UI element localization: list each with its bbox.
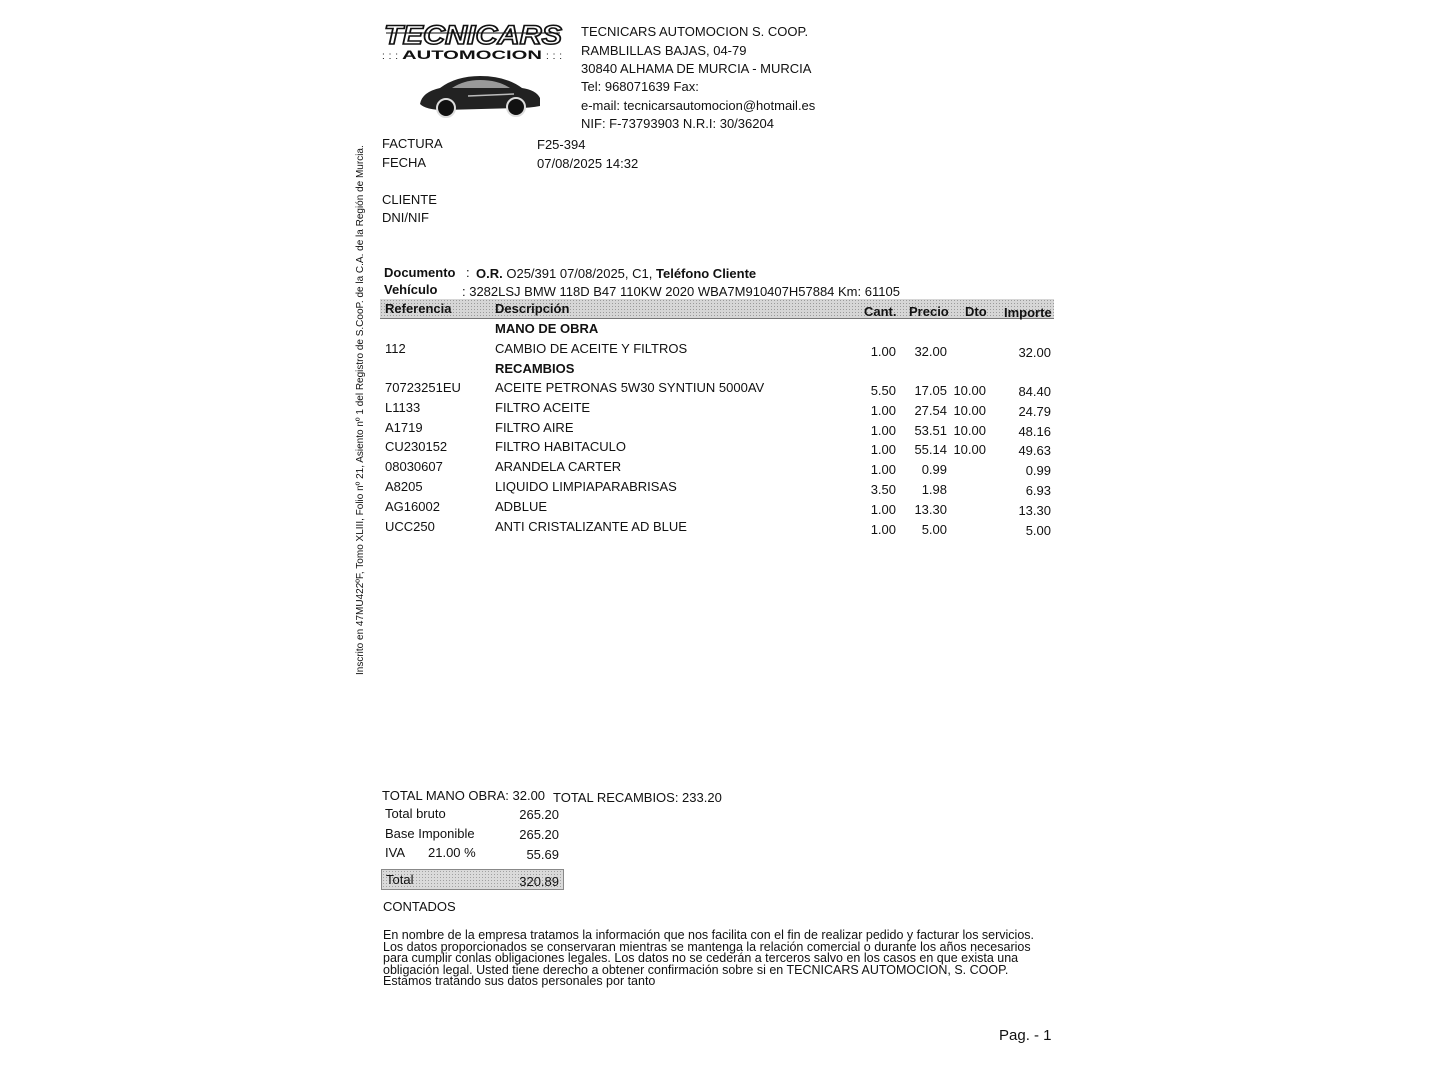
cell-amount: 6.93 xyxy=(1025,483,1051,498)
iva-rate: 21.00 % xyxy=(428,845,476,860)
cell-desc: FILTRO ACEITE xyxy=(495,399,591,415)
header-precio: Precio xyxy=(909,304,949,319)
cell-price: 5.00 xyxy=(921,521,947,537)
cell-desc: LIQUIDO LIMPIAPARABRISAS xyxy=(495,479,677,494)
cell-price: 32.00 xyxy=(914,344,947,359)
cell-ref: AG16002 xyxy=(385,498,440,514)
svg-text:TECNICARS: TECNICARS xyxy=(384,22,562,50)
registry-note: Inscrito en 47MU422ºF, Tomo XLIII, Folio nº 21, Asiento nº 1 del Registro de S.CooP. de la C.A. de la Región de Murcia. xyxy=(355,145,366,675)
cell-ref: A1719 xyxy=(385,419,423,435)
cell-desc: ARANDELA CARTER xyxy=(495,459,622,475)
company-nif: NIF: F-73793903 N.R.I: 30/36204 xyxy=(581,116,774,131)
header-descripcion: Descripción xyxy=(495,301,570,316)
vehicle-value: : 3282LSJ BMW 118D B47 110KW 2020 WBA7M910407H57884 Km: 61105 xyxy=(462,284,900,299)
cell-price: 17.05 xyxy=(914,383,947,398)
base-label: Base Imponible xyxy=(385,826,475,841)
svg-text:AUTOMOCION: AUTOMOCION xyxy=(402,48,542,62)
cell-qty: 1.00 xyxy=(870,344,896,359)
cell-price: 53.51 xyxy=(914,422,947,438)
total-value: 320.89 xyxy=(519,874,559,889)
cell-desc: CAMBIO DE ACEITE Y FILTROS xyxy=(495,341,688,356)
cell-ref: 70723251EU xyxy=(385,380,461,395)
payment-method: CONTADOS xyxy=(383,899,456,914)
cell-amount: 32.00 xyxy=(1018,345,1051,360)
cell-ref: A8205 xyxy=(385,479,423,494)
company-email: e-mail: tecnicarsautomocion@hotmail.es xyxy=(581,98,816,113)
cell-qty: 1.00 xyxy=(870,402,896,418)
fecha-value: 07/08/2025 14:32 xyxy=(537,156,639,171)
cell-qty: 1.00 xyxy=(870,422,896,438)
cell-price: 27.54 xyxy=(914,402,947,418)
document-value xyxy=(476,266,756,281)
svg-text::::: ::: xyxy=(546,51,562,62)
cell-discount: 10.00 xyxy=(953,442,986,458)
document-prefix: O.R. xyxy=(476,266,503,281)
cell-ref: CU230152 xyxy=(385,439,448,455)
cell-discount: 10.00 xyxy=(953,383,986,398)
document-colon: : xyxy=(466,265,470,280)
cell-qty: 1.00 xyxy=(870,521,896,537)
cell-amount: 84.40 xyxy=(1018,384,1051,399)
iva-value: 55.69 xyxy=(526,847,559,862)
cell-ref: UCC250 xyxy=(385,518,435,534)
header-dto: Dto xyxy=(965,304,987,319)
cell-amount: 0.99 xyxy=(1025,463,1051,479)
cell-discount: 10.00 xyxy=(953,402,986,418)
cell-price: 1.98 xyxy=(921,482,947,497)
gross-label: Total bruto xyxy=(385,806,446,821)
cell-desc: FILTRO HABITACULO xyxy=(495,439,626,455)
company-logo xyxy=(382,22,566,122)
cell-qty: 1.00 xyxy=(870,462,896,478)
company-name: TECNICARS AUTOMOCION S. COOP. xyxy=(581,24,809,39)
cell-amount: 49.63 xyxy=(1018,443,1051,459)
table-header-bar xyxy=(380,299,1054,319)
cell-discount: 10.00 xyxy=(953,422,986,438)
cell-qty: 5.50 xyxy=(870,383,896,398)
cliente-label: CLIENTE xyxy=(382,192,437,207)
factura-value: F25-394 xyxy=(537,137,586,152)
base-value: 265.20 xyxy=(519,827,559,842)
privacy-notice: En nombre de la empresa tratamos la información que nos facilita con el fin de realizar pedido y facturar los servicios. Los datos proporcionados se conservaran mientras se mantenga la relación comercial o durante los años necesarios para cumplir conlas obligaciones legales. Los datos no se cederán a terceros salvo en los casos en que exista una obligación legal. Usted tiene derecho a obtener confirmación sobre si en TECNICARS AUTOMOCION, S. COOP. Estamos tratando sus datos personales por tanto xyxy=(383,928,1035,988)
document-number: O25/391 07/08/2025, C1, xyxy=(506,266,653,281)
cell-ref: 08030607 xyxy=(385,459,443,475)
cell-desc: FILTRO AIRE xyxy=(495,419,574,435)
document-label: Documento xyxy=(384,265,456,280)
total-parts: TOTAL RECAMBIOS: 233.20 xyxy=(553,790,722,805)
cell-amount: 5.00 xyxy=(1025,522,1051,538)
section-labour: MANO DE OBRA xyxy=(495,321,599,336)
cell-amount: 24.79 xyxy=(1018,403,1051,419)
cell-ref: 112 xyxy=(385,341,406,356)
svg-text::::: ::: xyxy=(382,51,398,62)
cell-price: 13.30 xyxy=(914,501,947,517)
iva-label: IVA xyxy=(385,845,405,860)
header-importe: Importe xyxy=(1004,305,1052,320)
section-parts: RECAMBIOS xyxy=(495,361,575,376)
factura-label: FACTURA xyxy=(382,136,443,151)
cell-qty: 1.00 xyxy=(870,442,896,458)
total-label: Total xyxy=(386,872,414,887)
cell-qty: 1.00 xyxy=(870,501,896,517)
cell-amount: 13.30 xyxy=(1018,502,1051,518)
company-city: 30840 ALHAMA DE MURCIA - MURCIA xyxy=(581,61,812,76)
company-phone: Tel: 968071639 Fax: xyxy=(581,79,699,94)
total-labour: TOTAL MANO OBRA: 32.00 xyxy=(382,788,546,803)
vehicle-label: Vehículo xyxy=(384,282,438,297)
document-phone-label: Teléfono Cliente xyxy=(656,266,757,281)
cell-desc: ADBLUE xyxy=(495,498,548,514)
cell-price: 55.14 xyxy=(914,442,947,458)
page-number: Pag. - 1 xyxy=(999,1027,1052,1044)
cell-amount: 48.16 xyxy=(1018,423,1051,439)
cell-desc: ACEITE PETRONAS 5W30 SYNTIUN 5000AV xyxy=(495,380,765,395)
gross-value: 265.20 xyxy=(519,807,559,822)
cell-ref: L1133 xyxy=(385,399,421,415)
header-referencia: Referencia xyxy=(385,301,452,316)
header-cantidad: Cant. xyxy=(864,304,897,319)
cell-qty: 3.50 xyxy=(870,482,896,497)
cell-desc: ANTI CRISTALIZANTE AD BLUE xyxy=(495,518,687,534)
dni-label: DNI/NIF xyxy=(382,210,429,225)
company-street: RAMBLILLAS BAJAS, 04-79 xyxy=(581,43,747,58)
fecha-label: FECHA xyxy=(382,155,427,170)
cell-price: 0.99 xyxy=(921,462,947,478)
